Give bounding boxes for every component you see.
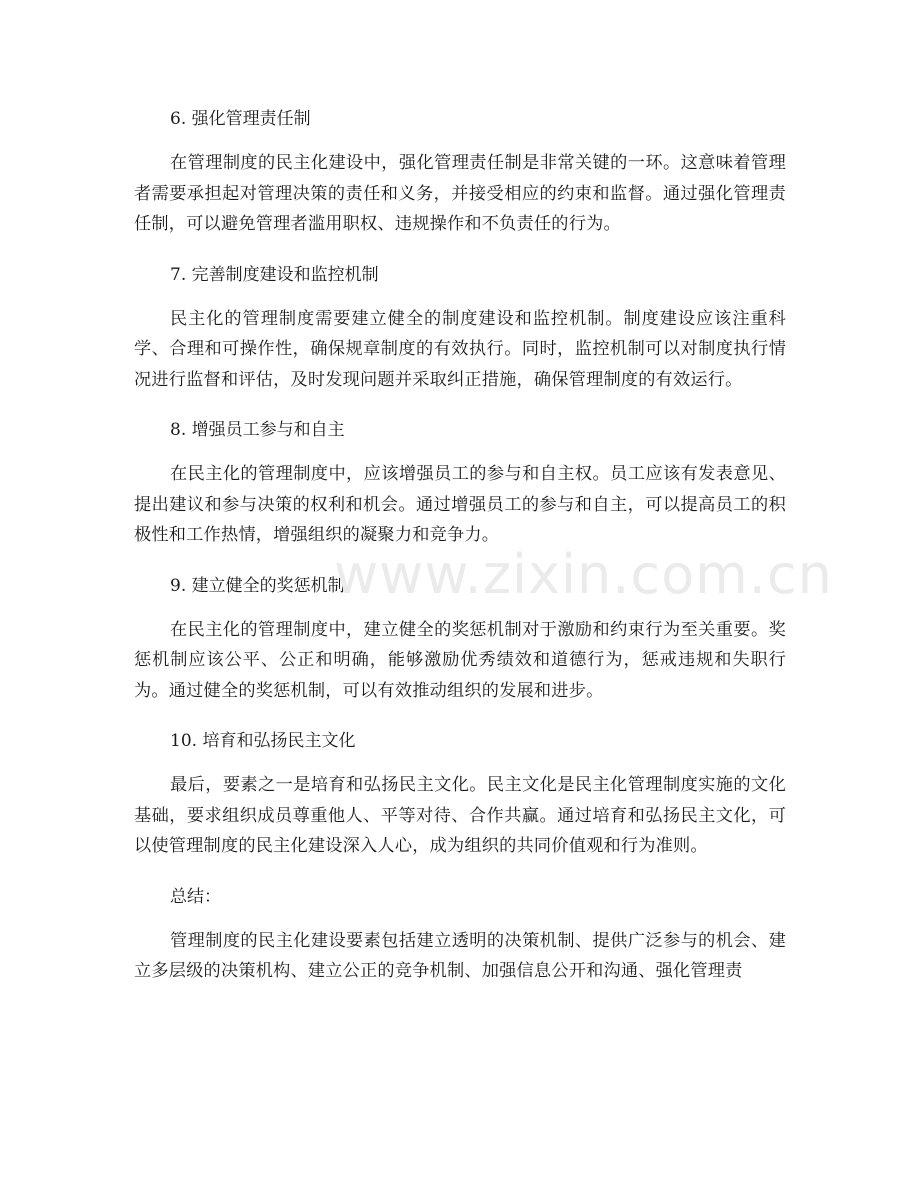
- section-heading-8: 8. 增强员工参与和自主: [170, 420, 345, 440]
- section-paragraph-6: 在管理制度的民主化建设中，强化管理责任制是非常关键的一环。这意味着管理者需要承担起对管理决策的责任和义务，并接受相应的约束和监督。通过强化管理责任制，可以避免管理者滥用职权、违规操作和不负责任的行为。: [134, 153, 786, 234]
- watermark: www.zixin.com.cn: [334, 543, 833, 606]
- section-paragraph-8: 在民主化的管理制度中，应该增强员工的参与和自主权。员工应该有发表意见、提出建议和参与决策的权利和机会。通过增强员工的参与和自主，可以提高员工的积极性和工作热情，增强组织的凝聚力和竞争力。: [134, 464, 786, 545]
- section-paragraph-9: 在民主化的管理制度中，建立健全的奖惩机制对于激励和约束行为至关重要。奖惩机制应该公平、公正和明确，能够激励优秀绩效和道德行为，惩戒违规和失职行为。通过健全的奖惩机制，可以有效推动组织的发展和进步。: [134, 619, 786, 701]
- summary-paragraph: 管理制度的民主化建设要素包括建立透明的决策机制、提供广泛参与的机会、建立多层级的决策机构、建立公正的竞争机制、加强信息公开和沟通、强化管理责: [134, 930, 786, 981]
- section-paragraph-7: 民主化的管理制度需要建立健全的制度建设和监控机制。制度建设应该注重科学、合理和可操作性，确保规章制度的有效执行。同时，监控机制可以对制度执行情况进行监督和评估，及时发现问题并采取纠正措施，确保管理制度的有效运行。: [134, 308, 786, 390]
- section-heading-7: 7. 完善制度建设和监控机制: [170, 264, 379, 285]
- section-heading-10: 10. 培育和弘扬民主文化: [170, 731, 356, 751]
- section-heading-9: 9. 建立健全的奖惩机制: [170, 575, 345, 596]
- section-paragraph-10: 最后，要素之一是培育和弘扬民主文化。民主文化是民主化管理制度实施的文化基础，要求组织成员尊重他人、平等对待、合作共赢。通过培育和弘扬民主文化，可以使管理制度的民主化建设深入人心，成为组织的共同价值观和行为准则。: [134, 775, 786, 856]
- section-heading-6: 6. 强化管理责任制: [170, 109, 311, 129]
- document-body: [134, 96, 786, 1007]
- summary-heading: 总结：: [170, 886, 221, 907]
